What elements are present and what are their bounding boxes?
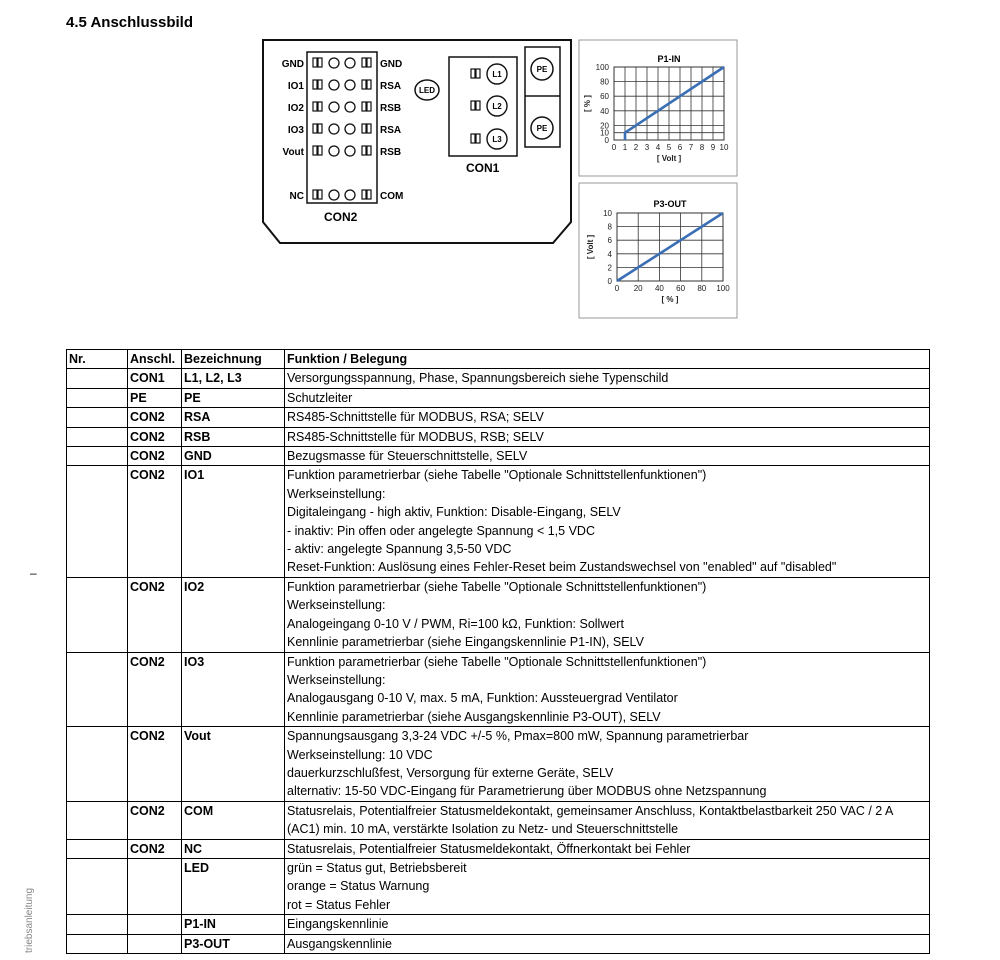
cell-nr bbox=[67, 466, 128, 577]
con1-terminal-label: L2 bbox=[492, 102, 502, 111]
con2-left-pin-label: Vout bbox=[282, 147, 304, 158]
cell-nr bbox=[67, 839, 128, 858]
chart-title: P3-OUT bbox=[653, 199, 687, 209]
y-tick-label: 20 bbox=[600, 121, 609, 131]
cell-nr bbox=[67, 388, 128, 407]
cell-anschluss: CON2 bbox=[128, 427, 182, 446]
section-title: 4.5 Anschlussbild bbox=[66, 14, 193, 31]
cell-bezeichnung: L1, L2, L3 bbox=[182, 369, 285, 388]
connection-table bbox=[66, 349, 930, 954]
funktion-line: RS485-Schnittstelle für MODBUS, RSA; SELV bbox=[287, 410, 544, 425]
header-funktion: Funktion / Belegung bbox=[285, 350, 930, 369]
cell-bezeichnung: RSB bbox=[182, 427, 285, 446]
funktion-line: Spannungsausgang 3,3-24 VDC +/-5 %, Pmax=800 mW, Spannung parametrierbar bbox=[287, 729, 749, 744]
funktion-line: rot = Status Fehler bbox=[287, 897, 391, 912]
cell-bezeichnung: IO2 bbox=[182, 577, 285, 652]
footer-vertical-text: triebsanleitung bbox=[24, 887, 35, 953]
x-tick-label: 100 bbox=[716, 284, 730, 293]
x-tick-label: 7 bbox=[688, 143, 694, 152]
x-tick-label: 3 bbox=[644, 143, 650, 152]
y-tick-label: 6 bbox=[607, 236, 612, 246]
y-tick-label: 40 bbox=[600, 106, 609, 116]
y-axis-label: [ % ] bbox=[583, 95, 592, 112]
funktion-line: Schutzleiter bbox=[287, 390, 353, 405]
y-tick-label: 10 bbox=[600, 128, 609, 138]
x-tick-label: 8 bbox=[699, 143, 705, 152]
table-row bbox=[67, 447, 930, 466]
con2-right-pin-label: RSA bbox=[380, 125, 402, 136]
y-tick-label: 0 bbox=[604, 136, 609, 145]
funktion-line: Analogeingang 0-10 V / PWM, Ri=100 kΩ, Funktion: Sollwert bbox=[287, 616, 624, 631]
x-tick-label: 0 bbox=[611, 143, 617, 152]
con2-right-pin-label: COM bbox=[380, 191, 404, 202]
cell-nr bbox=[67, 447, 128, 466]
table-row bbox=[67, 801, 930, 839]
cell-funktion bbox=[285, 447, 930, 466]
pe-block bbox=[525, 47, 560, 147]
x-axis-label: [ % ] bbox=[661, 295, 679, 304]
cell-anschluss: CON2 bbox=[128, 447, 182, 466]
funktion-line: Werkseinstellung: bbox=[287, 486, 386, 501]
cell-nr bbox=[67, 577, 128, 652]
funktion-line: grün = Status gut, Betriebsbereit bbox=[287, 860, 467, 875]
pe-label-top: PE bbox=[536, 65, 548, 74]
con2-label: CON2 bbox=[324, 210, 358, 224]
con2-left-pin-label: IO2 bbox=[287, 103, 304, 114]
table-row bbox=[67, 934, 930, 953]
con1-label: CON1 bbox=[466, 161, 500, 175]
chart-p1-in bbox=[579, 40, 737, 176]
x-tick-label: 10 bbox=[719, 143, 729, 152]
cell-funktion bbox=[285, 388, 930, 407]
x-tick-label: 60 bbox=[676, 284, 686, 293]
header-nr: Nr. bbox=[67, 350, 128, 369]
x-tick-label: 80 bbox=[697, 284, 707, 293]
funktion-line: Analogausgang 0-10 V, max. 5 mA, Funktion: Aussteuergrad Ventilator bbox=[287, 691, 678, 706]
cell-funktion bbox=[285, 839, 930, 858]
funktion-line: orange = Status Warnung bbox=[287, 879, 430, 894]
con2-left-pin-label: IO1 bbox=[287, 81, 304, 92]
con2-right-pin-label: RSB bbox=[380, 103, 402, 114]
cell-funktion bbox=[285, 727, 930, 802]
cell-anschluss: CON2 bbox=[128, 839, 182, 858]
con2-left-pin-label: NC bbox=[289, 191, 304, 202]
cell-funktion bbox=[285, 915, 930, 934]
chart-title: P1-IN bbox=[657, 54, 681, 64]
cell-funktion bbox=[285, 369, 930, 388]
con1-terminal-label: L1 bbox=[492, 70, 502, 79]
y-tick-label: 80 bbox=[600, 77, 609, 87]
cell-nr bbox=[67, 915, 128, 934]
con2-right-pin-label: GND bbox=[380, 59, 403, 70]
table-header-row bbox=[67, 350, 930, 369]
table-row bbox=[67, 727, 930, 802]
cell-anschluss: CON2 bbox=[128, 408, 182, 427]
led-indicator bbox=[415, 80, 439, 100]
x-tick-label: 4 bbox=[655, 143, 661, 152]
funktion-line: Eingangskennlinie bbox=[287, 917, 389, 932]
funktion-line: Werkseinstellung: bbox=[287, 672, 386, 687]
side-mark: – bbox=[30, 566, 37, 580]
cell-anschluss: PE bbox=[128, 388, 182, 407]
cell-nr bbox=[67, 408, 128, 427]
funktion-line: Werkseinstellung: bbox=[287, 598, 386, 613]
table-row bbox=[67, 915, 930, 934]
connection-diagram bbox=[0, 0, 1000, 330]
funktion-line: alternativ: 15-50 VDC-Eingang für Parametrierung über MODBUS ohne Netzspannung bbox=[287, 784, 767, 799]
cell-bezeichnung: Vout bbox=[182, 727, 285, 802]
cell-anschluss: CON2 bbox=[128, 801, 182, 839]
cell-funktion bbox=[285, 408, 930, 427]
funktion-line: - inaktiv: Pin offen oder angelegte Spannung < 1,5 VDC bbox=[287, 523, 595, 538]
cell-anschluss bbox=[128, 915, 182, 934]
cell-bezeichnung: IO3 bbox=[182, 652, 285, 727]
funktion-line: Versorgungsspannung, Phase, Spannungsbereich siehe Typenschild bbox=[287, 371, 669, 386]
cell-nr bbox=[67, 801, 128, 839]
header-bezeichnung: Bezeichnung bbox=[182, 350, 285, 369]
y-tick-label: 100 bbox=[595, 63, 609, 72]
cell-funktion bbox=[285, 858, 930, 914]
cell-bezeichnung: NC bbox=[182, 839, 285, 858]
funktion-line: Digitaleingang - high aktiv, Funktion: Disable-Eingang, SELV bbox=[287, 505, 621, 520]
x-tick-label: 40 bbox=[654, 284, 664, 293]
y-tick-label: 2 bbox=[607, 263, 612, 273]
x-tick-label: 9 bbox=[710, 143, 716, 152]
funktion-line: Werkseinstellung: 10 VDC bbox=[287, 747, 433, 762]
cell-anschluss: CON2 bbox=[128, 577, 182, 652]
table-row bbox=[67, 858, 930, 914]
table-row bbox=[67, 408, 930, 427]
x-tick-label: 0 bbox=[614, 284, 620, 293]
table-row bbox=[67, 839, 930, 858]
cell-bezeichnung: GND bbox=[182, 447, 285, 466]
funktion-line: RS485-Schnittstelle für MODBUS, RSB; SELV bbox=[287, 429, 544, 444]
cell-anschluss bbox=[128, 858, 182, 914]
funktion-line: Kennlinie parametrierbar (siehe Eingangskennlinie P1-IN), SELV bbox=[287, 635, 644, 650]
cell-bezeichnung: PE bbox=[182, 388, 285, 407]
cell-bezeichnung: RSA bbox=[182, 408, 285, 427]
pe-label-bottom: PE bbox=[536, 124, 548, 133]
cell-nr bbox=[67, 934, 128, 953]
funktion-line: Kennlinie parametrierbar (siehe Ausgangskennlinie P3-OUT), SELV bbox=[287, 709, 661, 724]
cell-anschluss: CON2 bbox=[128, 727, 182, 802]
con2-right-pin-label: RSB bbox=[380, 147, 402, 158]
cell-nr bbox=[67, 727, 128, 802]
cell-funktion bbox=[285, 801, 930, 839]
x-tick-label: 6 bbox=[677, 143, 683, 152]
funktion-line: Bezugsmasse für Steuerschnittstelle, SELV bbox=[287, 449, 528, 464]
funktion-line: Statusrelais, Potentialfreier Statusmeldekontakt, gemeinsamer Anschluss, Kontaktbelastbarkeit 250 VAC / 2 A bbox=[287, 803, 894, 818]
funktion-line: Ausgangskennlinie bbox=[287, 936, 392, 951]
cell-funktion bbox=[285, 466, 930, 577]
cell-bezeichnung: P3-OUT bbox=[182, 934, 285, 953]
funktion-line: (AC1) min. 10 mA, verstärkte Isolation zu Netz- und Steuerschnittstelle bbox=[287, 822, 679, 837]
cell-bezeichnung: LED bbox=[182, 858, 285, 914]
cell-anschluss: CON1 bbox=[128, 369, 182, 388]
cell-funktion bbox=[285, 934, 930, 953]
funktion-line: dauerkurzschlußfest, Versorgung für externe Geräte, SELV bbox=[287, 765, 614, 780]
funktion-line: - aktiv: angelegte Spannung 3,5-50 VDC bbox=[287, 542, 512, 557]
cell-bezeichnung: IO1 bbox=[182, 466, 285, 577]
x-axis-label: [ Volt ] bbox=[656, 154, 682, 163]
cell-anschluss bbox=[128, 934, 182, 953]
cell-funktion bbox=[285, 652, 930, 727]
y-axis-label: [ Volt ] bbox=[586, 234, 595, 260]
table-row bbox=[67, 466, 930, 577]
y-tick-label: 8 bbox=[607, 222, 612, 232]
cell-bezeichnung: P1-IN bbox=[182, 915, 285, 934]
cell-nr bbox=[67, 427, 128, 446]
x-tick-label: 5 bbox=[666, 143, 672, 152]
funktion-line: Funktion parametrierbar (siehe Tabelle "Optionale Schnittstellenfunktionen") bbox=[287, 654, 707, 669]
y-tick-label: 4 bbox=[607, 249, 612, 259]
y-tick-label: 10 bbox=[603, 209, 612, 218]
table-row bbox=[67, 388, 930, 407]
funktion-line: Reset-Funktion: Auslösung eines Fehler-Reset beim Zustandswechsel von "enabled" auf "disabled" bbox=[287, 560, 837, 575]
cell-funktion bbox=[285, 427, 930, 446]
cell-nr bbox=[67, 369, 128, 388]
cell-bezeichnung: COM bbox=[182, 801, 285, 839]
chart-p3-out bbox=[579, 183, 737, 318]
cell-funktion bbox=[285, 577, 930, 652]
funktion-line: Funktion parametrierbar (siehe Tabelle "Optionale Schnittstellenfunktionen") bbox=[287, 468, 707, 483]
header-anschl: Anschl. bbox=[128, 350, 182, 369]
x-tick-label: 1 bbox=[622, 143, 628, 152]
y-tick-label: 0 bbox=[607, 277, 612, 286]
x-tick-label: 20 bbox=[633, 284, 643, 293]
funktion-line: Statusrelais, Potentialfreier Statusmeldekontakt, Öffnerkontakt bei Fehler bbox=[287, 841, 691, 856]
funktion-line: Funktion parametrierbar (siehe Tabelle "Optionale Schnittstellenfunktionen") bbox=[287, 579, 707, 594]
con1-terminal-label: L3 bbox=[492, 135, 502, 144]
led-label: LED bbox=[419, 86, 435, 95]
cell-nr bbox=[67, 858, 128, 914]
con2-right-pin-label: RSA bbox=[380, 81, 402, 92]
table-row bbox=[67, 369, 930, 388]
y-tick-label: 60 bbox=[600, 92, 609, 102]
table-row bbox=[67, 652, 930, 727]
cell-nr bbox=[67, 652, 128, 727]
con2-left-pin-label: GND bbox=[281, 59, 304, 70]
cell-anschluss: CON2 bbox=[128, 652, 182, 727]
x-tick-label: 2 bbox=[633, 143, 639, 152]
cell-anschluss: CON2 bbox=[128, 466, 182, 577]
table-row bbox=[67, 577, 930, 652]
con2-left-pin-label: IO3 bbox=[287, 125, 304, 136]
table-row bbox=[67, 427, 930, 446]
